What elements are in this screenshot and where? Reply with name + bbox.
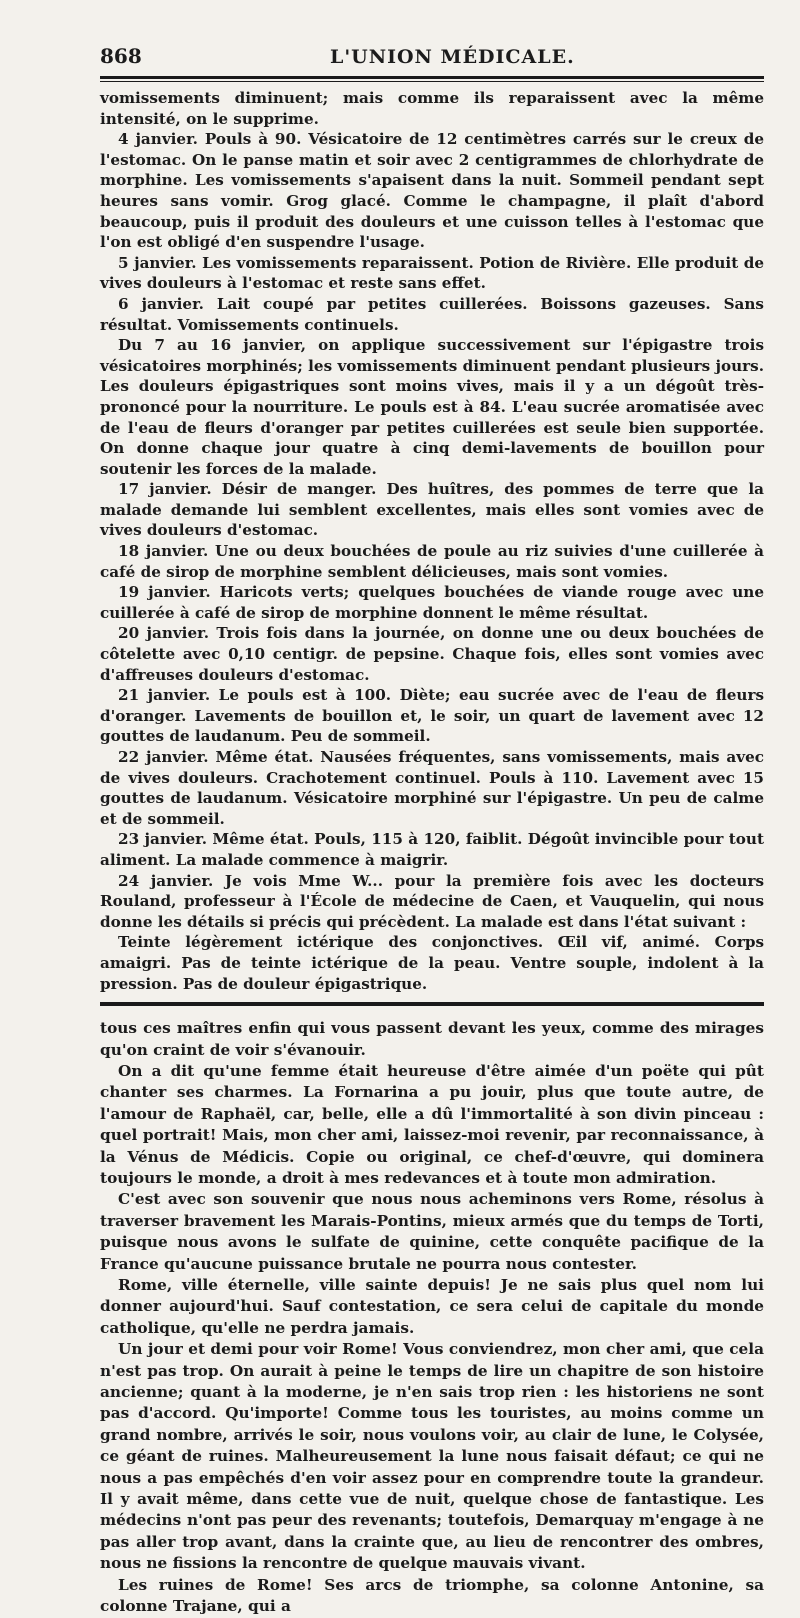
feuilleton-paragraph: C'est avec son souvenir que nous nous acheminons vers Rome, résolus à traverser bravement les Marais-Pontins, mieux armés que du temps de Torti, puisque nous avons le sulfate de quinine, cette conquête pacifique de la France qu'aucune puissance brutale ne pourra nous contester. — [100, 1190, 764, 1273]
page-number: 868 — [100, 44, 142, 68]
case-paragraph: vomissements diminuent; mais comme ils reparaissent avec la même intensité, on le supprime. — [100, 89, 764, 128]
feuilleton-paragraph: tous ces maîtres enfin qui vous passent devant les yeux, comme des mirages qu'on craint de voir s'évanouir. — [100, 1019, 764, 1059]
feuilleton-paragraph: Les ruines de Rome! Ses arcs de triomphe, sa colonne Antonine, sa colonne Trajane, qui a — [100, 1575, 764, 1616]
case-paragraph: 18 janvier. Une ou deux bouchées de poule au riz suivies d'une cuillerée à café de sirop de morphine semblent délicieuses, mais sont vomies. — [100, 542, 764, 581]
running-head — [100, 42, 764, 74]
case-report-section — [100, 88, 764, 994]
case-paragraph: 19 janvier. Haricots verts; quelques bouchées de viande rouge avec une cuillerée à café de sirop de morphine donnent le même résultat. — [100, 583, 764, 622]
header-rule — [100, 76, 764, 82]
case-paragraph: 24 janvier. Je vois Mme W... pour la première fois avec les docteurs Rouland, professeur à l'École de médecine de Caen, et Vauquelin, qui nous donne les détails si précis qui précèdent. La malade est dans l'état suivant : — [100, 871, 764, 931]
feuilleton-paragraph: Rome, ville éternelle, ville sainte depuis! Je ne sais plus quel nom lui donner aujourd'hui. Sauf contestation, ce sera celui de capitale du monde catholique, qu'elle ne perdra jamais. — [100, 1276, 764, 1337]
feuilleton-paragraph: Un jour et demi pour voir Rome! Vous conviendrez, mon cher ami, que cela n'est pas trop. On aurait à peine le temps de lire un chapitre de son histoire ancienne; quant à la moderne, je n'en sais trop rien : les historiens ne sont pas d'accord. Qu'importe! Comme tous les touristes, au moins comme un grand nombre, arrivés le soir, nous voulons voir, au clair de lune, le Colysée, ce géant de ruines. Malheureusement la lune nous faisait défaut; ce qui ne nous a pas empêchés d'en voir assez pour en comprendre toute la grandeur. Il y avait même, dans cette vue de nuit, quelque chose de fantastique. Les médecins n'ont pas peur des revenants; toutefois, Demarquay m'engage à ne pas aller trop avant, dans la crainte que, au lieu de rencontrer des ombres, nous ne fissions la rencontre de quelque mauvais vivant. — [100, 1340, 764, 1573]
case-paragraph: Du 7 au 16 janvier, on applique successivement sur l'épigastre trois vésicatoires morphinés; les vomissements diminuent pendant plusieurs jours. Les douleurs épigastriques sont moins vives, mais il y a un dégoût très-prononcé pour la nourriture. Le pouls est à 84. L'eau sucrée aromatisée avec de l'eau de fleurs d'oranger par petites cuillerées est seule bien supportée. On donne chaque jour quatre à cinq demi-lavements de bouillon pour soutenir les forces de la malade. — [100, 336, 764, 478]
case-paragraph: Teinte légèrement ictérique des conjonctives. Œil vif, animé. Corps amaigri. Pas de teinte ictérique de la peau. Ventre souple, indolent à la pression. Pas de douleur épigastrique. — [100, 933, 764, 993]
case-paragraph: 20 janvier. Trois fois dans la journée, on donne une ou deux bouchées de côtelette avec 0,10 centigr. de pepsine. Chaque fois, elles sont vomies avec d'affreuses douleurs d'estomac. — [100, 624, 764, 684]
case-paragraph: 21 janvier. Le pouls est à 100. Diète; eau sucrée avec de l'eau de fleurs d'oranger. Lavements de bouillon et, le soir, un quart de lavement avec 12 gouttes de laudanum. Peu de sommeil. — [100, 686, 764, 746]
case-paragraph: 23 janvier. Même état. Pouls, 115 à 120, faiblit. Dégoût invincible pour tout aliment. La malade commence à maigrir. — [100, 830, 764, 869]
case-paragraph: 5 janvier. Les vomissements reparaissent. Potion de Rivière. Elle produit de vives douleurs à l'estomac et reste sans effet. — [100, 253, 764, 293]
feuilleton-section — [100, 1018, 764, 1617]
feuilleton-rule — [100, 1002, 764, 1006]
case-paragraph: 6 janvier. Lait coupé par petites cuillerées. Boissons gazeuses. Sans résultat. Vomissements continuels. — [100, 294, 764, 334]
journal-title: L'UNION MÉDICALE. — [330, 46, 575, 68]
case-paragraph: 4 janvier. Pouls à 90. Vésicatoire de 12 centimètres carrés sur le creux de l'estomac. On le panse matin et soir avec 2 centigrammes de chlorhydrate de morphine. Les vomissements s'apaisent dans la nuit. Sommeil pendant sept heures sans vomir. Grog glacé. Comme le champagne, il plaît d'abord beaucoup, puis il produit des douleurs et une cuisson telles à l'estomac que l'on est obligé d'en suspendre l'usage. — [100, 130, 764, 252]
feuilleton-paragraph: On a dit qu'une femme était heureuse d'être aimée d'un poëte qui pût chanter ses charmes. La Fornarina a pu jouir, plus que toute autre, de l'amour de Raphaël, car, belle, elle a dû l'immortalité à son divin pinceau : quel portrait! Mais, mon cher ami, laissez-moi revenir, par reconnaissance, à la Vénus de Médicis. Copie ou original, ce chef-d'œuvre, qui dominera toujours le monde, a droit à mes redevances et à toute mon admiration. — [100, 1061, 764, 1187]
case-paragraph: 17 janvier. Désir de manger. Des huîtres, des pommes de terre que la malade demande lui semblent excellentes, mais elles sont vomies avec de vives douleurs d'estomac. — [100, 480, 764, 540]
case-paragraph: 22 janvier. Même état. Nausées fréquentes, sans vomissements, mais avec de vives douleurs. Crachotement continuel. Pouls à 110. Lavement avec 15 gouttes de laudanum. Vésicatoire morphiné sur l'épigastre. Un peu de calme et de sommeil. — [100, 748, 764, 828]
